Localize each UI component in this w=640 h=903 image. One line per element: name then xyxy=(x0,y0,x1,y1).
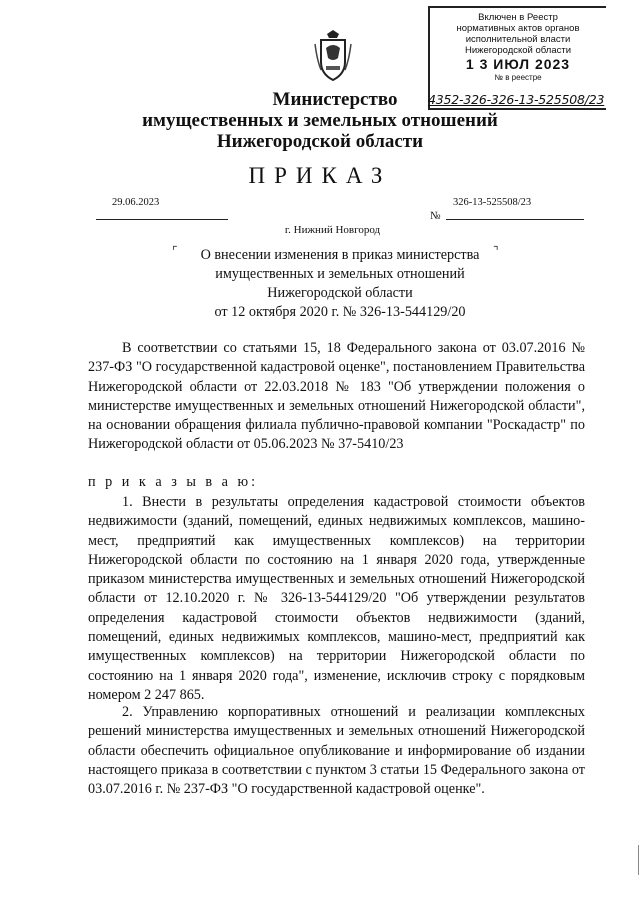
stamp-line: исполнительной власти xyxy=(465,34,571,45)
scan-edge-mark xyxy=(635,845,639,875)
stamp-reg-number: 4352-326-326-13-525508/23 xyxy=(428,92,605,107)
document-city: г. Нижний Новгород xyxy=(284,224,381,236)
org-name-line1: Министерство xyxy=(272,89,398,110)
item-2-paragraph: 2. Управлению корпоративных отношений и реализации комплексных решений министерства имущественных и земельных отношений Нижегородской области обеспечить официальное опубликование и информирование об издании настоящего приказа в соответствии с пунктом 3 статьи 15 Федерального закона от 03.07.2016 г. № 237-ФЗ "О государственной кадастровой оценке". xyxy=(88,704,585,798)
document-subject xyxy=(170,246,510,322)
stamp-line: нормативных актов органов xyxy=(456,23,580,34)
stamp-date: 1 3 ИЮЛ 2023 xyxy=(465,56,571,72)
subject-corner-left: ⌜ xyxy=(172,244,178,258)
document-number: 326-13-525508/23 xyxy=(453,197,532,208)
document-date: 29.06.2023 xyxy=(112,197,160,208)
stamp-line: Нижегородской области xyxy=(464,45,572,56)
preamble-paragraph: В соответствии со статьями 15, 18 Федерального закона от 03.07.2016 № 237-ФЗ "О государственной кадастровой оценке", постановлением Правительства Нижегородской области от 22.03.2018 № 183 "Об утверждении положения о министерстве имущественных и земельных отношений Нижегородской области", на основании обращения филиала публично-правовой компании "Роскадастр" по Нижегородской области от 05.06.2023 № 37-5410/23 xyxy=(88,340,585,453)
number-underline xyxy=(446,219,584,220)
org-name-line2: имущественных и земельных отношений xyxy=(142,110,498,131)
stamp-reg-label: № в реестре xyxy=(494,73,542,82)
document-type: ПРИКАЗ xyxy=(248,163,392,188)
org-name-line3: Нижегородской области xyxy=(216,131,424,152)
subject-line: имущественных и земельных отношений xyxy=(215,266,465,282)
subject-corner-right: ⌝ xyxy=(493,244,499,258)
decree-word: п р и к а з ы в а ю: xyxy=(88,474,259,490)
coat-of-arms-icon xyxy=(313,30,353,82)
date-underline xyxy=(96,219,228,220)
subject-line: О внесении изменения в приказ министерства xyxy=(200,247,480,263)
stamp-line: Включен в Реестр xyxy=(478,12,558,23)
item-1-paragraph: 1. Внести в результаты определения кадастровой стоимости объектов недвижимости (зданий, помещений, единых недвижимых комплексов, машино-мест, предприятий как имущественных комплексов) на территории Нижегородской области по состоянию на 1 января 2020 года, утвержденные приказом министерства имущественных и земельных отношений Нижегородской области от 12.10.2020 г. № 326-13-544129/20 "Об утверждении результатов определения кадастровой стоимости объектов недвижимости (зданий, помещений, единых недвижимых комплексов, машино-мест, предприятий как имущественных комплексов) на территории Нижегородской области по состоянию на 1 января 2020 года", изменение, исключив строку с порядковым номером 2 247 865. xyxy=(88,494,585,703)
subject-line: от 12 октября 2020 г. № 326-13-544129/20 xyxy=(214,304,466,320)
subject-line: Нижегородской области xyxy=(267,285,413,301)
number-sign: № xyxy=(430,210,441,222)
